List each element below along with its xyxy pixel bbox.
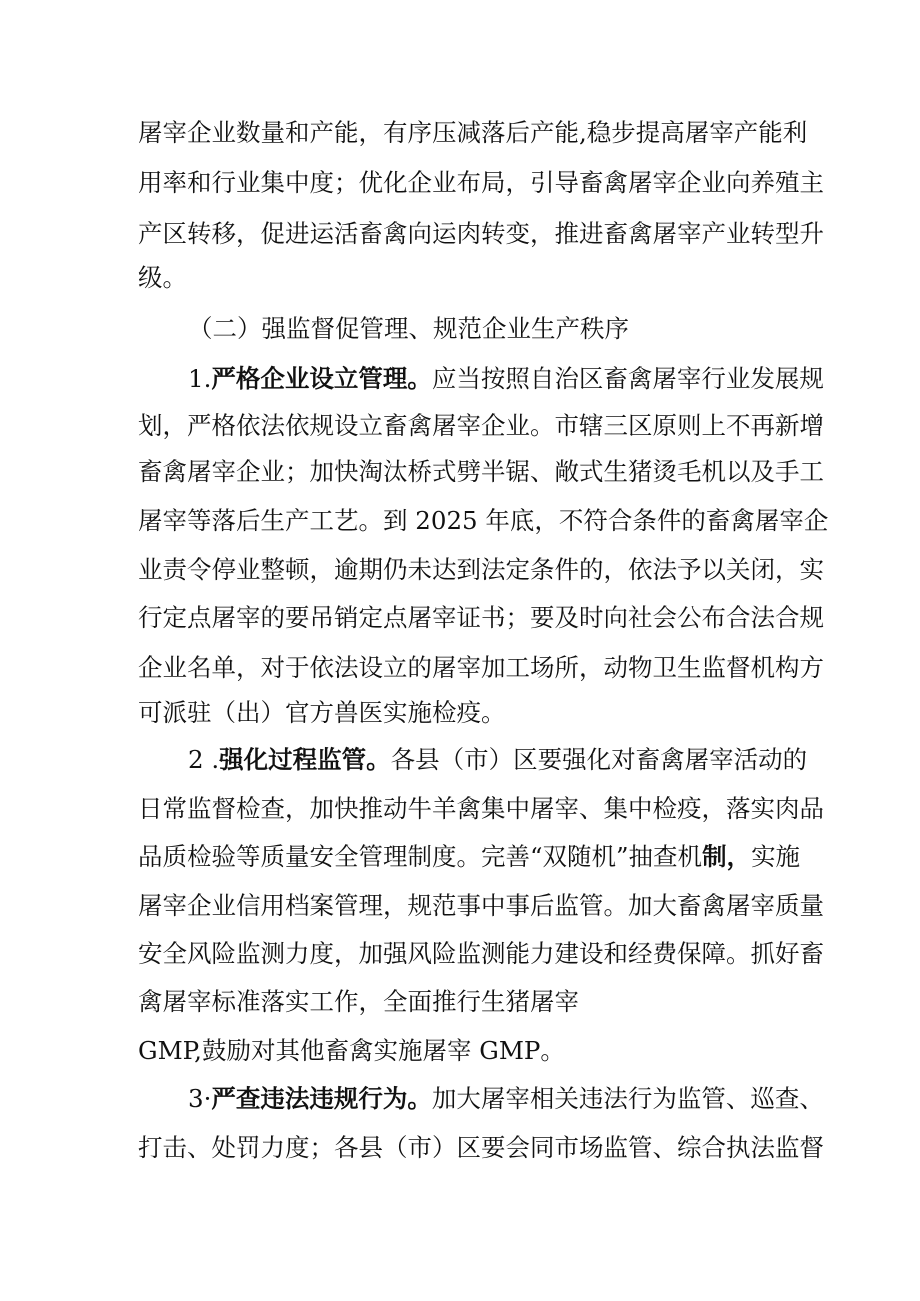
item-2-first-line bbox=[188, 744, 807, 776]
item-3-number: 3· bbox=[188, 1084, 212, 1113]
paragraph-line: 企业名单，对于依法设立的屠宰加工场所，动物卫生监督机构方 bbox=[138, 653, 824, 682]
bold-text: 制， bbox=[702, 842, 752, 871]
item-1-text: 应当按照自治区畜禽屠宰行业发展规 bbox=[431, 364, 824, 393]
paragraph-line: 级。 bbox=[138, 263, 187, 292]
line-text: 实施 bbox=[751, 842, 801, 871]
paragraph-line: GMP,鼓励对其他畜禽实施屠宰 GMP。 bbox=[138, 1036, 565, 1065]
item-1-number: 1. bbox=[188, 364, 212, 393]
paragraph-line: 打击、处罚力度；各县（市）区要会同市场监管、综合执法监督 bbox=[138, 1133, 824, 1162]
paragraph-line: 屠宰等落后生产工艺。到 2025 年底，不符合条件的畜禽屠宰企 bbox=[138, 506, 829, 535]
item-2-number: 2 . bbox=[188, 745, 220, 774]
paragraph-line: 划，严格依法依规设立畜禽屠宰企业。市辖三区原则上不再新增 bbox=[138, 411, 824, 440]
paragraph-line: 日常监督检查，加快推动牛羊禽集中屠宰、集中检疫，落实肉品 bbox=[138, 794, 824, 823]
paragraph-line: 行定点屠宰的要吊销定点屠宰证书；要及时向社会公布合法合规 bbox=[138, 603, 824, 632]
paragraph-line: 禽屠宰标准落实工作，全面推行生猪屠宰 bbox=[138, 987, 579, 1016]
paragraph-line: 可派驻（出）官方兽医实施检疫。 bbox=[138, 698, 506, 727]
paragraph-line: 用率和行业集中度；优化企业布局，引导畜禽屠宰企业向养殖主 bbox=[138, 168, 824, 197]
paragraph-line: 产区转移，促进运活畜禽向运肉转变，推进畜禽屠宰产业转型升 bbox=[138, 219, 824, 248]
paragraph-line: 畜禽屠宰企业；加快淘汰桥式劈半锯、敞式生猪烫毛机以及手工 bbox=[138, 457, 824, 486]
paragraph-line: 屠宰企业数量和产能，有序压减落后产能,稳步提高屠宰产能利 bbox=[138, 118, 808, 147]
paragraph-line: 屠宰企业信用档案管理，规范事中事后监管。加大畜禽屠宰质量 bbox=[138, 891, 824, 920]
item-1-first-line bbox=[188, 363, 824, 395]
item-3-first-line bbox=[188, 1083, 824, 1115]
item-3-text: 加大屠宰相关违法行为监管、巡查、 bbox=[431, 1084, 824, 1113]
item-3-title: 严查违法违规行为。 bbox=[211, 1084, 432, 1113]
item-2-title: 强化过程监管。 bbox=[219, 745, 391, 774]
paragraph-line bbox=[138, 841, 800, 873]
item-1-title: 严格企业设立管理。 bbox=[211, 364, 432, 393]
item-2-text: 各县（市）区要强化对畜禽屠宰活动的 bbox=[390, 745, 808, 774]
paragraph-line: 安全风险监测力度，加强风险监测能力建设和经费保障。抓好畜 bbox=[138, 939, 824, 968]
paragraph-line: 业责令停业整顿，逾期仍未达到法定条件的，依法予以关闭，实 bbox=[138, 555, 824, 584]
section-heading: （二）强监督促管理、规范企业生产秩序 bbox=[188, 314, 629, 343]
line-text: 品质检验等质量安全管理制度。完善“双随机”抽查机 bbox=[138, 842, 703, 871]
